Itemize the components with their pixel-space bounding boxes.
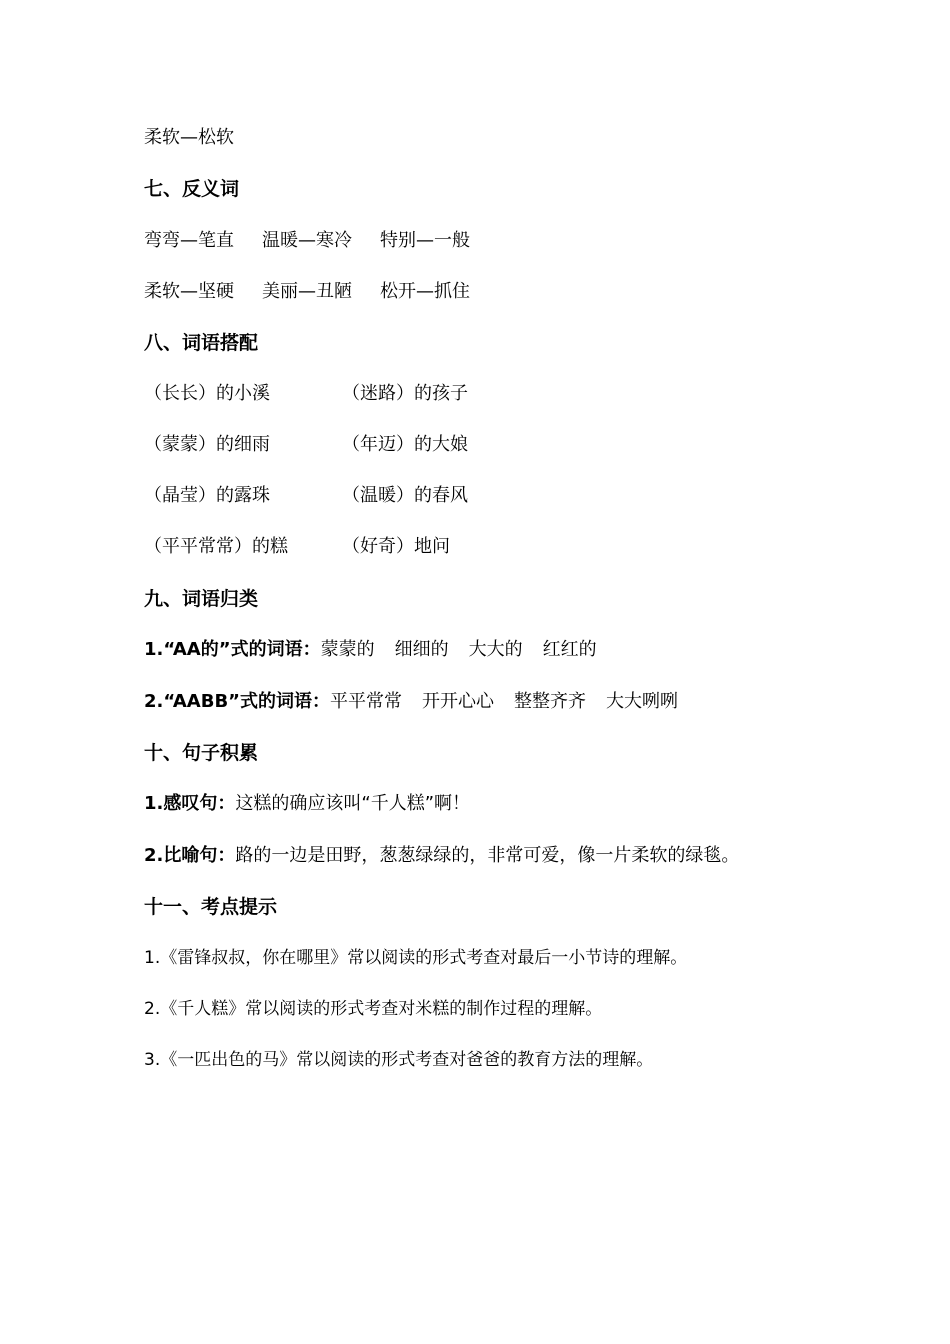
collocation-item: （蒙蒙）的细雨	[144, 434, 270, 455]
collocation-item: （迷路）的孩子	[342, 383, 468, 404]
word-item: 平平常常	[330, 691, 403, 712]
word-item: 蒙蒙的	[320, 639, 375, 660]
antonym-item: 美丽—丑陋	[262, 281, 352, 302]
antonym-row-1	[144, 229, 470, 253]
collocation-item: （长长）的小溪	[144, 383, 270, 404]
antonym-item: 温暖—寒冷	[262, 230, 352, 251]
antonym-item: 特别—一般	[380, 230, 470, 251]
collocation-item: （晶莹）的露珠	[144, 485, 270, 506]
section-10-title: 十、句子积累	[144, 742, 259, 764]
section-9-title: 九、词语归类	[144, 588, 259, 610]
word-item: 细细的	[394, 639, 449, 660]
word-category-label: 2.“AABB”式的词语：	[144, 691, 331, 712]
word-item: 大大咧咧	[606, 691, 679, 712]
sentence-label: 1.感叹句：	[144, 793, 236, 814]
antonym-row-2	[144, 280, 470, 304]
antonym-item: 柔软—坚硬	[144, 281, 234, 302]
section-8-title: 八、词语搭配	[144, 332, 259, 354]
sentence-text: 路的一边是田野，葱葱绿绿的，非常可爱，像一片柔软的绿毯。	[235, 845, 740, 866]
section-7-title: 七、反义词	[144, 178, 240, 200]
word-item: 整整齐齐	[514, 691, 587, 712]
antonym-item: 弯弯—笔直	[144, 230, 234, 251]
word-item: 开开心心	[422, 691, 495, 712]
collocation-item: （年迈）的大娘	[342, 434, 468, 455]
collocation-row	[144, 535, 644, 559]
collocation-row	[144, 433, 644, 457]
collocation-item: （好奇）地问	[342, 536, 450, 557]
collocation-item: （温暖）的春风	[342, 485, 468, 506]
exam-tip: 2.《千人糕》常以阅读的形式考查对米糕的制作过程的理解。	[144, 999, 603, 1019]
antonym-item: 松开—抓住	[380, 281, 470, 302]
word-category-2	[144, 690, 678, 714]
sentence-metaphor	[144, 844, 739, 868]
collocation-row	[144, 484, 644, 508]
word-category-label: 1.“AA的”式的词语：	[144, 639, 321, 660]
collocation-row	[144, 382, 644, 406]
exam-tip: 1.《雷锋叔叔，你在哪里》常以阅读的形式考查对最后一小节诗的理解。	[144, 948, 688, 968]
sentence-text: 这糕的确应该叫“千人糕”啊！	[235, 793, 471, 814]
word-item: 大大的	[468, 639, 523, 660]
word-item: 红红的	[542, 639, 597, 660]
sentence-exclamation	[144, 792, 470, 816]
sentence-label: 2.比喻句：	[144, 845, 236, 866]
word-category-1	[144, 638, 597, 662]
synonym-tail: 柔软—松软	[144, 127, 234, 148]
exam-tip: 3.《一匹出色的马》常以阅读的形式考查对爸爸的教育方法的理解。	[144, 1050, 654, 1070]
collocation-item: （平平常常）的糕	[144, 536, 288, 557]
section-11-title: 十一、考点提示	[144, 896, 278, 918]
